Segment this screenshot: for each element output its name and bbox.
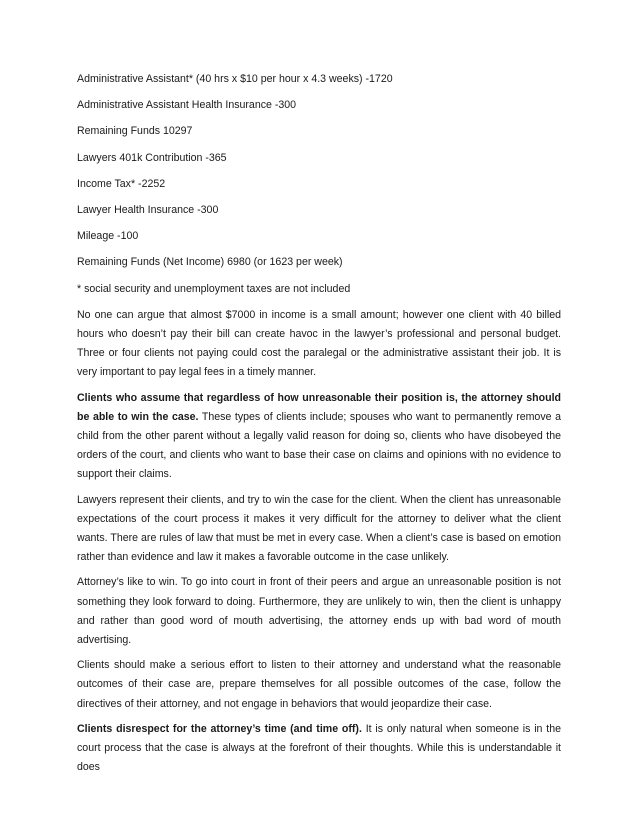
budget-line-income-tax: Income Tax* -2252 bbox=[77, 177, 166, 190]
paragraph-text: Clients should make a serious effort to listen to their attorney and understand what the reasonable outcomes of their case are, prepare themselves for all possible outcomes of the case, follow the directives of their attorney, and not engage in behaviors that would jeopardize their case. bbox=[77, 659, 561, 710]
budget-line-lawyer-health-insurance: Lawyer Health Insurance -300 bbox=[77, 204, 219, 217]
budget-line-net-income: Remaining Funds (Net Income) 6980 (or 1623 per week) bbox=[77, 256, 343, 269]
paragraph-text: Attorney’s like to win. To go into court in front of their peers and argue an unreasonable position is not something they look forward to doing. Furthermore, they are unlikely to win, then the client is unhappy and rather than good word of mouth advertising, the attorney ends up with bad word of mouth advertising. bbox=[77, 576, 561, 647]
paragraph-client-expectations bbox=[77, 491, 561, 568]
paragraph-heading: Clients disrespect for the attorney’s time (and time off). bbox=[77, 722, 362, 735]
paragraph-attorneys-like-to-win bbox=[77, 573, 561, 650]
paragraph-listen-to-attorney bbox=[77, 656, 561, 714]
budget-footnote: * social security and unemployment taxes are not included bbox=[77, 282, 351, 295]
paragraph-text: No one can argue that almost $7000 in income is a small amount; however one client with 40 billed hours who doesn’t pay their bill can create havoc in the lawyer’s professional and personal budget. Three or four clients not paying could cost the paralegal or the administrative assistant their job. It is very important to pay legal fees in a timely manner. bbox=[77, 308, 561, 379]
budget-line-remaining-funds: Remaining Funds 10297 bbox=[77, 125, 193, 138]
paragraph-text: Lawyers represent their clients, and try to win the case for the client. When the client has unreasonable expectations of the court process it makes it very difficult for the attorney to deliver what the client wants. There are rules of law that must be met in every case. When a client’s case is based on emotion rather than evidence and law it makes a favorable outcome in the case unlikely. bbox=[77, 493, 561, 564]
paragraph-heading: Clients who assume that regardless of how unreasonable their position is, the attorney should be able to win the case. bbox=[77, 391, 561, 423]
paragraph-unreasonable-clients bbox=[77, 389, 561, 485]
document-page bbox=[77, 70, 561, 774]
budget-line-mileage: Mileage -100 bbox=[77, 230, 139, 243]
paragraph-text: It is only natural when someone is in the court process that the case is always at the forefront of their thoughts. While this is understandable it does bbox=[77, 722, 561, 774]
budget-line-401k: Lawyers 401k Contribution -365 bbox=[77, 151, 227, 164]
paragraph-attorney-time bbox=[77, 720, 561, 774]
budget-line-admin-assistant: Administrative Assistant* (40 hrs x $10 per hour x 4.3 weeks) -1720 bbox=[77, 73, 393, 85]
paragraph-text: These types of clients include; spouses who want to permanently remove a child from the other parent without a legally valid reason for doing so, clients who have disobeyed the orders of the court, and clients who want to base their case on claims and opinions with no evidence to support their claims. bbox=[77, 410, 561, 481]
paragraph-fees bbox=[77, 306, 561, 383]
budget-line-admin-health-insurance: Administrative Assistant Health Insurance -300 bbox=[77, 99, 297, 112]
